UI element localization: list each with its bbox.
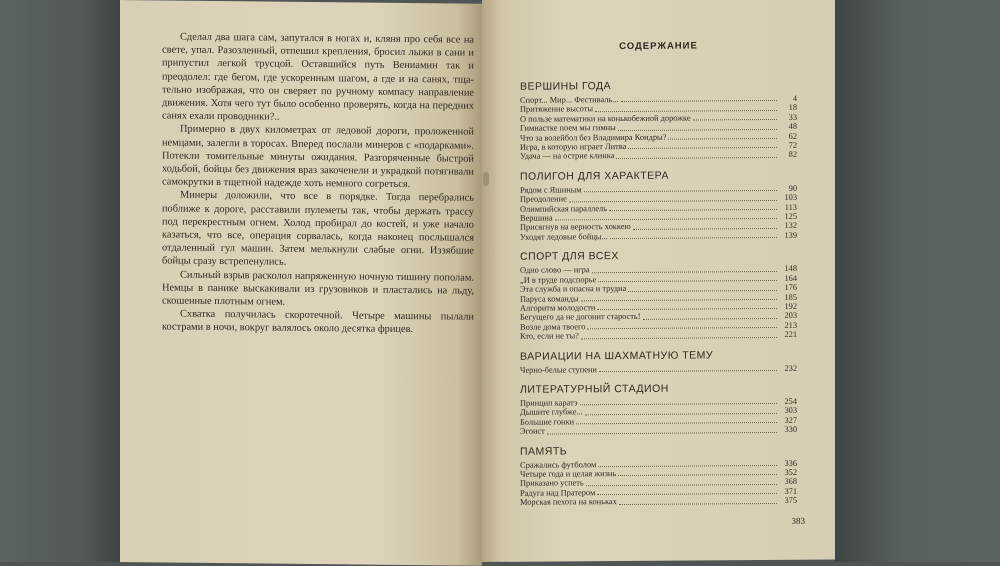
toc-leader-dots <box>609 203 777 212</box>
open-book <box>120 0 835 562</box>
toc-leader-dots <box>586 477 777 486</box>
toc-section <box>520 169 797 242</box>
toc-entry-page: 371 <box>784 486 797 496</box>
toc-entry-title: „И в труде подспорье <box>520 274 597 285</box>
toc-entry-page: 113 <box>784 202 797 212</box>
toc-section <box>520 348 797 374</box>
toc-leader-dots <box>592 264 777 273</box>
toc-entry-title: Радуга над Пратером <box>520 487 596 498</box>
toc-entry-page: 148 <box>784 264 797 274</box>
paragraph: Сильный взрыв расколол напряженную ночную тишину пополам. Немцы в панике выскакивали из грузовиков и пластались на льду, скошенные плотным огнем. <box>162 269 474 308</box>
toc-leader-dots <box>547 425 777 434</box>
toc-entry-page: 62 <box>788 131 797 141</box>
toc-entry-page: 254 <box>784 396 797 406</box>
toc-leader-dots <box>598 274 777 283</box>
right-page <box>482 0 835 562</box>
toc-entry-title: Морская пехота на коньках <box>520 497 617 507</box>
toc-entry-title: Большие гонки <box>520 417 575 427</box>
toc-entry-title: Кто, если не ты? <box>520 331 579 341</box>
toc-entry-page: 368 <box>784 477 797 487</box>
toc-leader-dots <box>576 416 777 425</box>
toc-section-heading: ПОЛИГОН ДЛЯ ХАРАКТЕРА <box>520 169 669 183</box>
toc-entry-page: 90 <box>788 183 797 193</box>
table-of-contents <box>520 79 797 508</box>
toc-entry-page: 375 <box>784 495 797 506</box>
toc-entry-page: 176 <box>784 282 797 292</box>
toc-entry-title: Игра, в которую играет Литва <box>520 142 627 152</box>
toc-entry-page: 213 <box>784 320 797 330</box>
toc-leader-dots <box>643 311 777 319</box>
paragraph: Примерно в двух километрах от ледовой дороги, проложенной немцами, залегли в торосах. Вперед послали минеров с «подарками». Потекли томительные минуты ожидания. Разгоряченные быстрой ходьбой, бойцы без движения враз закоченели и украдкой потягивали самокрутки в тщетной надежде хоть немного согреться. <box>162 124 474 191</box>
toc-leader-dots <box>610 231 777 240</box>
toc-entry-page: 330 <box>784 424 797 435</box>
toc-entry-page: 82 <box>788 150 797 160</box>
toc-entry-page: 125 <box>784 211 797 221</box>
toc-entry-page: 4 <box>792 93 797 103</box>
toc-entry-page: 336 <box>784 458 797 468</box>
toc-section-heading: СПОРТ ДЛЯ ВСЕХ <box>520 250 619 264</box>
paragraph: Минеры доложили, что все в порядке. Тогда перебрались поближе к дороге, расставили пулеметы так, чтобы держать трассу под перекрестным огнем. Холод пробирал до костей, и уже начало казаться, что все, операция сорвалась, когда наконец послышался отдаленный гул машин. Затем мелькнули слабые огни. Иззябшие бойцы сразу встрепенулись. <box>162 190 474 269</box>
toc-entry <box>520 496 797 507</box>
toc-entry-page: 352 <box>784 467 797 477</box>
toc-entry-page: 18 <box>788 103 797 113</box>
paragraph: Схватка получилась скоротечной. Четыре машины пылали кострами в ночи, вокруг валялось около десятка фрицев. <box>162 308 474 336</box>
toc-entry-title: Алгоритм молодости <box>520 303 596 313</box>
toc-entry <box>520 363 797 374</box>
toc-title: СОДЕРЖАНИЕ <box>619 40 698 53</box>
toc-leader-dots <box>668 132 777 140</box>
toc-entry-page: 203 <box>784 311 797 321</box>
toc-entry-title: Присягнув на верность хоккею <box>520 222 631 233</box>
toc-entry-title: Паруса команды <box>520 293 579 304</box>
toc-leader-dots <box>693 113 777 121</box>
toc-entry-title: Одно слово — игра <box>520 265 590 276</box>
toc-entry-title: Олимпийская параллель <box>520 203 608 214</box>
toc-leader-dots <box>628 141 777 149</box>
toc-entry-title: Эгоист <box>520 426 545 436</box>
toc-entry <box>520 330 797 341</box>
toc-entry-title: Вершина <box>520 213 553 223</box>
toc-entry <box>520 425 797 436</box>
toc-entry-page: 103 <box>784 193 797 203</box>
toc-entry-title: Гимнастке поем мы гимны <box>520 123 616 133</box>
toc-entry-page: 221 <box>784 329 797 340</box>
background-left <box>0 0 120 562</box>
toc-entry <box>520 231 797 242</box>
page-number: 383 <box>791 515 805 526</box>
toc-leader-dots <box>619 496 777 505</box>
toc-leader-dots <box>580 397 777 406</box>
toc-leader-dots <box>595 103 777 112</box>
toc-entry-title: Дышите глубже... <box>520 407 583 418</box>
toc-entry-title: Бегущего да не догонит старость! <box>520 312 641 323</box>
toc-entry-title: Спорт... Мир... Фестиваль... <box>520 95 619 105</box>
toc-leader-dots <box>587 321 777 330</box>
toc-entry-title: Возле дома твоего <box>520 321 586 332</box>
left-page <box>120 0 482 566</box>
toc-section <box>520 79 797 162</box>
toc-entry-title: Рядом с Яшиным <box>520 185 582 195</box>
toc-entry-title: Эта служба и опасна и трудна <box>520 284 627 294</box>
toc-section <box>520 443 797 507</box>
toc-section <box>520 382 797 437</box>
background-right <box>835 0 1000 562</box>
toc-entry-page: 33 <box>788 112 797 122</box>
toc-leader-dots <box>618 468 777 477</box>
toc-leader-dots <box>618 122 777 131</box>
toc-leader-dots <box>633 221 777 229</box>
toc-section <box>520 249 797 341</box>
toc-entry-page: 232 <box>784 363 797 373</box>
toc-entry-page: 327 <box>784 415 797 425</box>
toc-entry-page: 139 <box>784 230 797 240</box>
toc-entry-title: Сражались футболом <box>520 459 597 470</box>
toc-leader-dots <box>569 193 777 202</box>
toc-entry-title: Притяжение высоты <box>520 104 593 115</box>
toc-leader-dots <box>628 283 777 291</box>
toc-leader-dots <box>597 302 777 311</box>
toc-leader-dots <box>598 459 777 468</box>
paragraph: Сделал два шага сам, запутался в ногах и, кляня про себя все на свете, упал. Разозленный, отпешил крепления, бросил лыжи в сани и припустил легкой трусцой. Оставшийся путь Вениамин так и преодолел: где бегом, где ускоренным шагом, а где и на санях, тщательно изображая, что он сверяет по ручному компасу направление движения. Хотя чего тут было особенно проверять, когда на передних санях ехали проводники?.. <box>162 31 474 123</box>
toc-entry <box>520 150 797 161</box>
toc-section-heading: ПАМЯТЬ <box>520 444 568 458</box>
toc-section-heading: ЛИТЕРАТУРНЫЙ СТАДИОН <box>520 382 669 396</box>
toc-entry-title: Принцип каратэ <box>520 398 578 408</box>
toc-section-heading: ВЕРШИНЫ ГОДА <box>520 80 612 93</box>
toc-section-heading: ВАРИАЦИИ НА ШАХМАТНУЮ ТЕМУ <box>520 348 714 363</box>
toc-entry-page: 192 <box>784 301 797 311</box>
toc-entry-page: 48 <box>788 122 797 132</box>
toc-entry-title: Четыре года и целая жизнь <box>520 469 617 479</box>
toc-entry-page: 72 <box>788 140 797 150</box>
toc-leader-dots <box>581 292 777 301</box>
toc-entry-title: Что за волейбол без Владимира Кондры? <box>520 132 667 143</box>
toc-leader-dots <box>597 487 777 496</box>
toc-entry-title: Преодоление <box>520 194 567 204</box>
toc-leader-dots <box>584 184 777 193</box>
toc-entry-title: Черно-белые ступени <box>520 364 597 375</box>
toc-entry-title: Приказано успеть <box>520 478 584 489</box>
toc-entry-page: 132 <box>784 221 797 231</box>
toc-entry-title: О пользе математики на конькобежной дорожке <box>520 113 691 124</box>
toc-entry-page: 185 <box>784 292 797 302</box>
toc-leader-dots <box>585 406 777 415</box>
toc-entry-page: 164 <box>784 273 797 283</box>
toc-leader-dots <box>616 150 777 159</box>
toc-leader-dots <box>621 94 777 102</box>
toc-leader-dots <box>555 212 777 221</box>
paper-hole <box>483 172 489 186</box>
toc-leader-dots <box>599 363 777 372</box>
toc-entry-title: Удача — на острие клинка <box>520 151 615 162</box>
toc-entry-page: 303 <box>784 406 797 416</box>
toc-entry-title: Уходят ледовые бойцы... <box>520 231 608 242</box>
toc-leader-dots <box>581 330 777 339</box>
